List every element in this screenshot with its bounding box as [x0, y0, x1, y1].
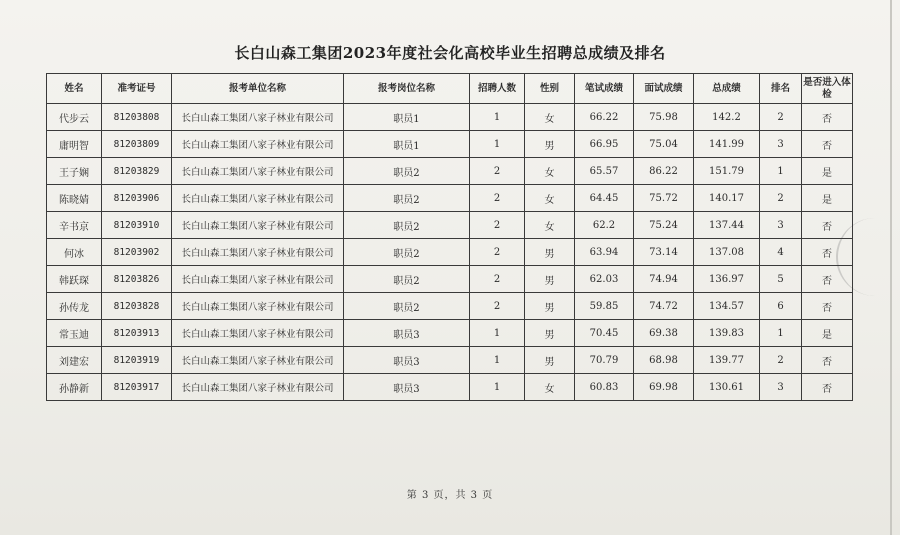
cell-gender: 男: [525, 239, 575, 266]
header-exam-id: 准考证号: [102, 74, 172, 104]
cell-unit: 长白山森工集团八家子林业有限公司: [172, 347, 344, 374]
cell-total-score: 139.83: [694, 320, 760, 347]
cell-rank: 2: [760, 104, 802, 131]
cell-unit: 长白山森工集团八家子林业有限公司: [172, 212, 344, 239]
cell-name: 王子娴: [47, 158, 102, 185]
header-total-score: 总成绩: [694, 74, 760, 104]
cell-written-score: 66.22: [575, 104, 634, 131]
cell-total-score: 140.17: [694, 185, 760, 212]
table-row: [47, 158, 853, 185]
cell-written-score: 70.45: [575, 320, 634, 347]
header-unit: 报考单位名称: [172, 74, 344, 104]
cell-written-score: 66.95: [575, 131, 634, 158]
table-row: [47, 347, 853, 374]
cell-physical-exam: 否: [802, 347, 853, 374]
cell-rank: 4: [760, 239, 802, 266]
cell-written-score: 62.03: [575, 266, 634, 293]
cell-position: 职员2: [344, 158, 470, 185]
cell-quota: 1: [470, 320, 525, 347]
cell-unit: 长白山森工集团八家子林业有限公司: [172, 158, 344, 185]
cell-position: 职员3: [344, 374, 470, 401]
cell-interview-score: 75.72: [634, 185, 694, 212]
cell-position: 职员1: [344, 104, 470, 131]
cell-rank: 2: [760, 347, 802, 374]
cell-position: 职员2: [344, 239, 470, 266]
cell-position: 职员3: [344, 320, 470, 347]
cell-physical-exam: 否: [802, 239, 853, 266]
cell-gender: 女: [525, 185, 575, 212]
header-interview-score: 面试成绩: [634, 74, 694, 104]
cell-rank: 2: [760, 185, 802, 212]
cell-quota: 2: [470, 293, 525, 320]
cell-rank: 3: [760, 212, 802, 239]
cell-quota: 2: [470, 266, 525, 293]
cell-name: 代步云: [47, 104, 102, 131]
header-quota: 招聘人数: [470, 74, 525, 104]
cell-physical-exam: 否: [802, 374, 853, 401]
cell-physical-exam: 否: [802, 212, 853, 239]
table-row: [47, 131, 853, 158]
table-body: [47, 104, 853, 401]
document-title: 长白山森工集团2023年度社会化高校毕业生招聘总成绩及排名: [234, 44, 666, 62]
table-row: [47, 374, 853, 401]
cell-name: 刘建宏: [47, 347, 102, 374]
cell-unit: 长白山森工集团八家子林业有限公司: [172, 131, 344, 158]
cell-total-score: 142.2: [694, 104, 760, 131]
cell-exam-id: 81203902: [102, 239, 172, 266]
header-written-score: 笔试成绩: [575, 74, 634, 104]
cell-unit: 长白山森工集团八家子林业有限公司: [172, 266, 344, 293]
page-edge: [890, 0, 892, 535]
cell-rank: 3: [760, 131, 802, 158]
header-name: 姓名: [47, 74, 102, 104]
cell-interview-score: 68.98: [634, 347, 694, 374]
cell-rank: 6: [760, 293, 802, 320]
cell-name: 常玉迪: [47, 320, 102, 347]
cell-interview-score: 75.24: [634, 212, 694, 239]
cell-unit: 长白山森工集团八家子林业有限公司: [172, 293, 344, 320]
table-row: [47, 320, 853, 347]
cell-exam-id: 81203919: [102, 347, 172, 374]
cell-total-score: 134.57: [694, 293, 760, 320]
cell-written-score: 70.79: [575, 347, 634, 374]
cell-physical-exam: 否: [802, 104, 853, 131]
cell-quota: 2: [470, 158, 525, 185]
cell-total-score: 151.79: [694, 158, 760, 185]
cell-quota: 2: [470, 212, 525, 239]
cell-interview-score: 69.98: [634, 374, 694, 401]
cell-written-score: 63.94: [575, 239, 634, 266]
cell-exam-id: 81203913: [102, 320, 172, 347]
header-physical-exam: 是否进入体检: [802, 74, 853, 104]
cell-quota: 1: [470, 374, 525, 401]
cell-gender: 男: [525, 266, 575, 293]
cell-rank: 1: [760, 158, 802, 185]
cell-physical-exam: 是: [802, 158, 853, 185]
cell-gender: 女: [525, 158, 575, 185]
cell-interview-score: 73.14: [634, 239, 694, 266]
cell-exam-id: 81203828: [102, 293, 172, 320]
cell-unit: 长白山森工集团八家子林业有限公司: [172, 185, 344, 212]
table-row: [47, 239, 853, 266]
cell-physical-exam: 是: [802, 185, 853, 212]
cell-unit: 长白山森工集团八家子林业有限公司: [172, 239, 344, 266]
table-row: [47, 212, 853, 239]
cell-interview-score: 74.72: [634, 293, 694, 320]
cell-gender: 女: [525, 374, 575, 401]
table-row: [47, 104, 853, 131]
cell-exam-id: 81203829: [102, 158, 172, 185]
cell-position: 职员2: [344, 266, 470, 293]
cell-written-score: 62.2: [575, 212, 634, 239]
header-row: [47, 74, 853, 104]
table-row: [47, 293, 853, 320]
score-table: [46, 73, 853, 401]
cell-unit: 长白山森工集团八家子林业有限公司: [172, 320, 344, 347]
cell-exam-id: 81203910: [102, 212, 172, 239]
cell-written-score: 60.83: [575, 374, 634, 401]
cell-position: 职员3: [344, 347, 470, 374]
cell-position: 职员2: [344, 185, 470, 212]
cell-gender: 男: [525, 320, 575, 347]
cell-gender: 女: [525, 104, 575, 131]
cell-total-score: 141.99: [694, 131, 760, 158]
cell-quota: 2: [470, 239, 525, 266]
cell-position: 职员2: [344, 212, 470, 239]
cell-exam-id: 81203826: [102, 266, 172, 293]
cell-quota: 1: [470, 131, 525, 158]
cell-physical-exam: 否: [802, 293, 853, 320]
cell-rank: 1: [760, 320, 802, 347]
cell-position: 职员1: [344, 131, 470, 158]
cell-physical-exam: 是: [802, 320, 853, 347]
cell-total-score: 136.97: [694, 266, 760, 293]
cell-quota: 1: [470, 104, 525, 131]
cell-gender: 男: [525, 131, 575, 158]
cell-gender: 男: [525, 347, 575, 374]
cell-name: 孙传龙: [47, 293, 102, 320]
header-rank: 排名: [760, 74, 802, 104]
cell-name: 孙静新: [47, 374, 102, 401]
cell-name: 庸明智: [47, 131, 102, 158]
cell-exam-id: 81203917: [102, 374, 172, 401]
cell-name: 辛书京: [47, 212, 102, 239]
cell-total-score: 139.77: [694, 347, 760, 374]
cell-written-score: 65.57: [575, 158, 634, 185]
table-row: [47, 266, 853, 293]
cell-total-score: 137.44: [694, 212, 760, 239]
cell-exam-id: 81203906: [102, 185, 172, 212]
cell-name: 陈晓婧: [47, 185, 102, 212]
cell-name: 何冰: [47, 239, 102, 266]
page-footer: 第 3 页，共 3 页: [406, 490, 494, 501]
cell-unit: 长白山森工集团八家子林业有限公司: [172, 104, 344, 131]
cell-quota: 1: [470, 347, 525, 374]
cell-quota: 2: [470, 185, 525, 212]
cell-rank: 3: [760, 374, 802, 401]
cell-rank: 5: [760, 266, 802, 293]
cell-interview-score: 74.94: [634, 266, 694, 293]
header-position: 报考岗位名称: [344, 74, 470, 104]
header-gender: 性别: [525, 74, 575, 104]
cell-interview-score: 75.98: [634, 104, 694, 131]
cell-interview-score: 75.04: [634, 131, 694, 158]
cell-exam-id: 81203808: [102, 104, 172, 131]
cell-interview-score: 69.38: [634, 320, 694, 347]
cell-physical-exam: 否: [802, 266, 853, 293]
cell-written-score: 59.85: [575, 293, 634, 320]
table-row: [47, 185, 853, 212]
cell-position: 职员2: [344, 293, 470, 320]
cell-gender: 男: [525, 293, 575, 320]
cell-total-score: 137.08: [694, 239, 760, 266]
cell-total-score: 130.61: [694, 374, 760, 401]
cell-exam-id: 81203809: [102, 131, 172, 158]
cell-gender: 女: [525, 212, 575, 239]
cell-written-score: 64.45: [575, 185, 634, 212]
cell-physical-exam: 否: [802, 131, 853, 158]
cell-interview-score: 86.22: [634, 158, 694, 185]
cell-name: 韩跃琛: [47, 266, 102, 293]
cell-unit: 长白山森工集团八家子林业有限公司: [172, 374, 344, 401]
